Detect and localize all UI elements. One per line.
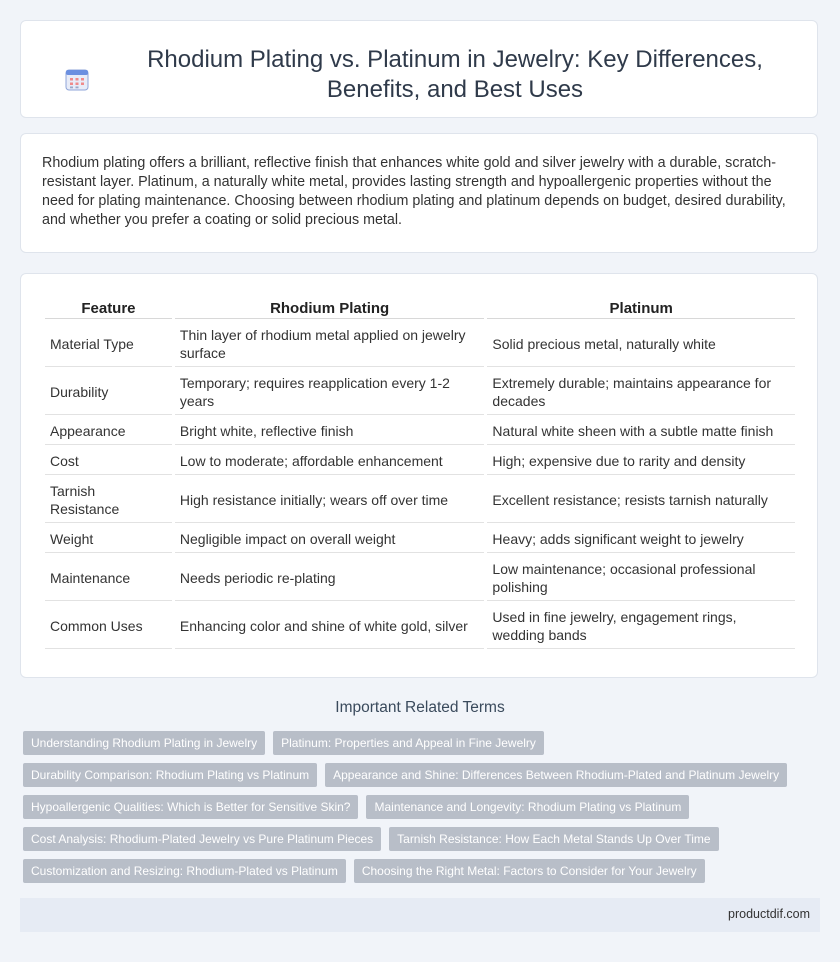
intro-paragraph: Rhodium plating offers a brilliant, reflective finish that enhances white gold and silver jewelry with a durable, scratch-resistant layer. Platinum, a naturally white metal, provides lasting strength and hypoallergenic properties without the need for plating maintenance. Choosing between rhodium plating and platinum depends on budget, desired durability, and whether you prefer a coating or solid precious metal. [42,155,786,228]
table-row [45,525,795,553]
rhodium-cell: Negligible impact on overall weight [175,525,485,553]
platinum-cell: Heavy; adds significant weight to jewelry [487,525,795,553]
feature-cell: Appearance [45,417,172,445]
feature-cell: Durability [45,369,172,415]
platinum-cell: Extremely durable; maintains appearance for decades [487,369,795,415]
table-row [45,321,795,367]
comparison-card [20,273,818,678]
platinum-cell: Excellent resistance; resists tarnish naturally [487,477,795,523]
rhodium-cell: Needs periodic re-plating [175,555,485,601]
table-row [45,369,795,415]
feature-cell: Weight [45,525,172,553]
feature-cell: Maintenance [45,555,172,601]
feature-cell: Tarnish Resistance [45,477,172,523]
rhodium-cell: Bright white, reflective finish [175,417,485,445]
related-tag[interactable]: Maintenance and Longevity: Rhodium Plating vs Platinum [366,795,689,819]
related-tags [23,731,813,891]
intro-card [20,133,818,253]
platinum-cell: Natural white sheen with a subtle matte finish [487,417,795,445]
feature-cell: Material Type [45,321,172,367]
table-row [45,447,795,475]
rhodium-cell: Temporary; requires reapplication every 1-2 years [175,369,485,415]
related-tag[interactable]: Appearance and Shine: Differences Between Rhodium-Plated and Platinum Jewelry [325,763,787,787]
footer-site[interactable]: productdif.com [728,907,810,921]
feature-cell: Common Uses [45,603,172,649]
header-rhodium: Rhodium Plating [175,298,485,319]
page-title: Rhodium Plating vs. Platinum in Jewelry: Key Differences, Benefits, and Best Uses [147,46,763,103]
platinum-cell: Solid precious metal, naturally white [487,321,795,367]
related-tag[interactable]: Platinum: Properties and Appeal in Fine Jewelry [273,731,544,755]
footer [20,898,820,932]
table-row [45,555,795,601]
table-row [45,417,795,445]
platinum-cell: Used in fine jewelry, engagement rings, wedding bands [487,603,795,649]
rhodium-cell: Thin layer of rhodium metal applied on jewelry surface [175,321,485,367]
table-header-row [45,298,795,319]
related-tag[interactable]: Choosing the Right Metal: Factors to Consider for Your Jewelry [354,859,705,883]
platinum-cell: High; expensive due to rarity and density [487,447,795,475]
calendar-icon [65,67,89,91]
rhodium-cell: High resistance initially; wears off over time [175,477,485,523]
related-tag[interactable]: Durability Comparison: Rhodium Plating vs Platinum [23,763,317,787]
header-feature: Feature [45,298,172,319]
related-tag[interactable]: Cost Analysis: Rhodium-Plated Jewelry vs Pure Platinum Pieces [23,827,381,851]
table-row [45,477,795,523]
related-tag[interactable]: Hypoallergenic Qualities: Which is Better for Sensitive Skin? [23,795,358,819]
comparison-table [42,296,798,651]
table-row [45,603,795,649]
rhodium-cell: Enhancing color and shine of white gold, silver [175,603,485,649]
feature-cell: Cost [45,447,172,475]
related-tag[interactable]: Customization and Resizing: Rhodium-Plated vs Platinum [23,859,346,883]
related-terms-title: Important Related Terms [335,699,505,716]
related-tag[interactable]: Tarnish Resistance: How Each Metal Stands Up Over Time [389,827,718,851]
related-tag[interactable]: Understanding Rhodium Plating in Jewelry [23,731,265,755]
title-card [20,20,818,118]
platinum-cell: Low maintenance; occasional professional polishing [487,555,795,601]
rhodium-cell: Low to moderate; affordable enhancement [175,447,485,475]
header-platinum: Platinum [487,298,795,319]
